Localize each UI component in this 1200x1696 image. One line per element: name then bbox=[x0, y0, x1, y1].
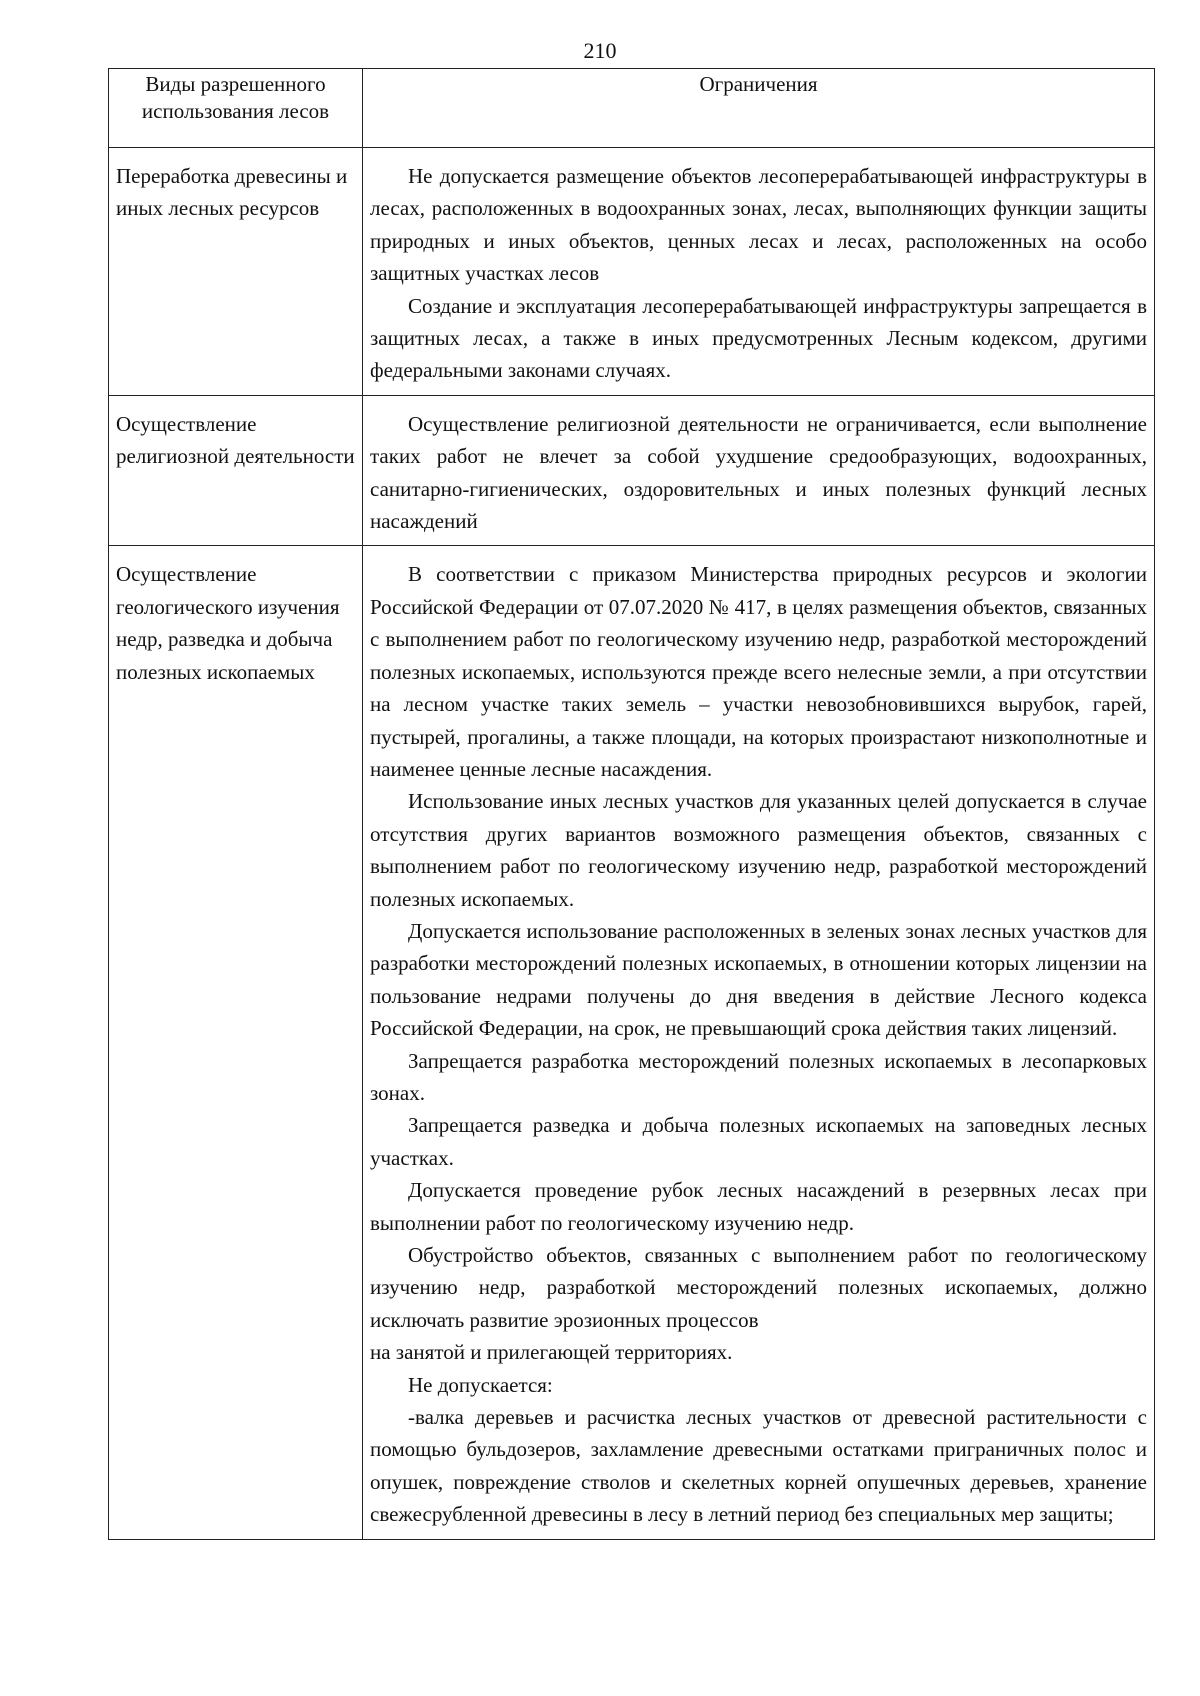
row-restrictions bbox=[363, 148, 1155, 396]
restriction-paragraph: Не допускается размещение объектов лесоперерабатывающей инфраструктуры в лесах, расположенных в водоохранных зонах, лесах, выполняющих функции защиты природных и иных объектов, ценных лесах и лесах, расположенных на особо защитных участках лесов bbox=[370, 164, 1147, 286]
page-number: 210 bbox=[583, 38, 617, 63]
restriction-paragraph: Обустройство объектов, связанных с выполнением работ по геологическому изучению недр, разработкой месторождений полезных ископаемых, должно исключать развитие эрозионных процессов bbox=[370, 1243, 1147, 1332]
restriction-paragraph: Допускается использование расположенных в зеленых зонах лесных участков для разработки месторождений полезных ископаемых, в отношении которых лицензии на пользование недрами получены до дня введения в действие Лесного кодекса Российской Федерации, на срок, не превышающий срока действия таких лицензий. bbox=[370, 918, 1147, 1041]
restriction-paragraph: Запрещается разведка и добыча полезных ископаемых на заповедных лесных участках. bbox=[370, 1113, 1147, 1170]
restriction-paragraph: Использование иных лесных участков для указанных целей допускается в случае отсутствия других вариантов возможного размещения объектов, связанных с выполнением работ по геологическому изучению недр, разработкой месторождений полезных ископаемых. bbox=[370, 789, 1147, 911]
restriction-paragraph: Осуществление религиозной деятельности не ограничивается, если выполнение таких работ не влечет за собой ухудшение средообразующих, водоохранных, санитарно-гигиенических, оздоровительных и иных полезных функций лесных насаждений bbox=[370, 411, 1147, 534]
restriction-paragraph: Не допускается: bbox=[408, 1372, 553, 1397]
restrictions-table bbox=[108, 68, 1155, 1540]
table-row bbox=[109, 395, 1155, 546]
restriction-paragraph: на занятой и прилегающей территориях. bbox=[370, 1340, 733, 1365]
row-use-type: Переработка древесины и иных лесных ресурсов bbox=[109, 148, 363, 396]
row-restrictions bbox=[363, 546, 1155, 1539]
row-use-type: Осуществление геологического изучения недр, разведка и добыча полезных ископаемых bbox=[109, 546, 363, 1539]
restriction-paragraph: Создание и эксплуатация лесоперерабатывающей инфраструктуры запрещается в защитных лесах, а также в иных предусмотренных Лесным кодексом, другими федеральными законами случаях. bbox=[370, 293, 1147, 383]
header-forest-use-types: Виды разрешенного использования лесов bbox=[109, 69, 363, 148]
table-row bbox=[109, 546, 1155, 1539]
table-row bbox=[109, 148, 1155, 396]
restriction-paragraph: Допускается проведение рубок лесных насаждений в резервных лесах при выполнении работ по геологическому изучению недр. bbox=[370, 1178, 1147, 1235]
header-restrictions: Ограничения bbox=[363, 69, 1155, 148]
table-header-row bbox=[109, 69, 1155, 148]
row-use-type: Осуществление религиозной деятельности bbox=[109, 395, 363, 546]
row-restrictions bbox=[363, 395, 1155, 546]
restriction-paragraph: Запрещается разработка месторождений полезных ископаемых в лесопарковых зонах. bbox=[370, 1048, 1147, 1105]
restriction-paragraph: -валка деревьев и расчистка лесных участков от древесной растительности с помощью бульдозеров, захламление древесными остатками приграничных полос и опушек, повреждение стволов и скелетных корней опушечных деревьев, хранение свежесрубленной древесины в лесу в летний период без специальных мер защиты; bbox=[370, 1405, 1147, 1527]
restriction-paragraph: В соответствии с приказом Министерства природных ресурсов и экологии Российской Федерации от 07.07.2020 № 417, в целях размещения объектов, связанных с выполнением работ по геологическому изучению недр, разработкой месторождений полезных ископаемых, используются прежде всего нелесные земли, а при отсутствии на лесном участке таких земель – участки невозобновившихся вырубок, гарей, пустырей, прогалины, а также площади, на которых произрастают низкополнотные и наименее ценные лесные насаждения. bbox=[370, 562, 1147, 781]
